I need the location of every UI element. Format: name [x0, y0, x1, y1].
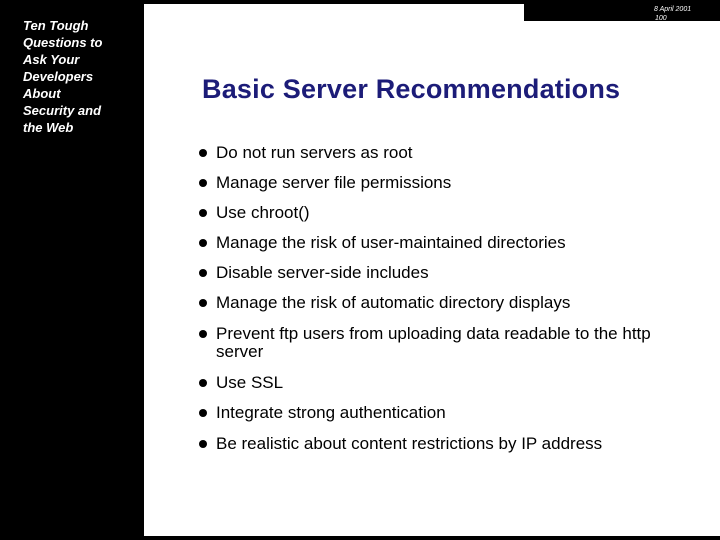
presentation-title-line: Security and [23, 103, 102, 118]
bullet-icon [199, 209, 207, 217]
bullet-item [199, 144, 669, 162]
presentation-title-line: Ten Tough [23, 18, 89, 33]
bullet-text: Use SSL [216, 373, 284, 392]
bullet-item [199, 264, 669, 282]
bullet-icon [199, 440, 207, 448]
bullet-icon [199, 379, 207, 387]
bullet-text: Manage the risk of automatic directory displays [216, 293, 571, 312]
page-title: Basic Server Recommendations [202, 74, 621, 104]
bullet-icon [199, 149, 207, 157]
bullet-icon [199, 269, 207, 277]
bullet-text: Manage the risk of user-maintained directories [216, 233, 566, 252]
bullet-item [199, 234, 669, 252]
presentation-title-line: Developers [23, 69, 94, 84]
page-number [655, 14, 667, 17]
bullet-text: Be realistic about content restrictions by IP address [216, 434, 603, 453]
bullet-item [199, 404, 669, 422]
bullet-item [199, 374, 669, 392]
bullet-text: Do not run servers as root [216, 143, 413, 162]
date-stamp: 8 April 2001 [654, 6, 692, 13]
presentation-title-line: About [23, 86, 61, 101]
bullet-text: Use chroot() [216, 203, 310, 222]
bullet-icon [199, 179, 207, 187]
bullet-item [199, 435, 669, 453]
bullet-icon [199, 409, 207, 417]
bullet-text: Prevent ftp users from uploading data readable to the http server [216, 324, 651, 361]
presentation-title [23, 17, 135, 136]
bullet-item [199, 174, 669, 192]
bullet-item [199, 325, 669, 361]
bullet-text: Disable server-side includes [216, 263, 429, 282]
bullet-text: Manage server file permissions [216, 173, 452, 192]
presentation-title-line: the Web [23, 120, 74, 135]
bullet-item [199, 204, 669, 222]
presentation-title-line: Ask Your [23, 52, 80, 67]
bullet-icon [199, 239, 207, 247]
bullet-icon [199, 299, 207, 307]
bullet-item [199, 294, 669, 312]
presentation-title-line: Questions to [23, 35, 103, 50]
slide-canvas [144, 4, 720, 536]
bullet-icon [199, 330, 207, 338]
bullet-text: Integrate strong authentication [216, 403, 446, 422]
